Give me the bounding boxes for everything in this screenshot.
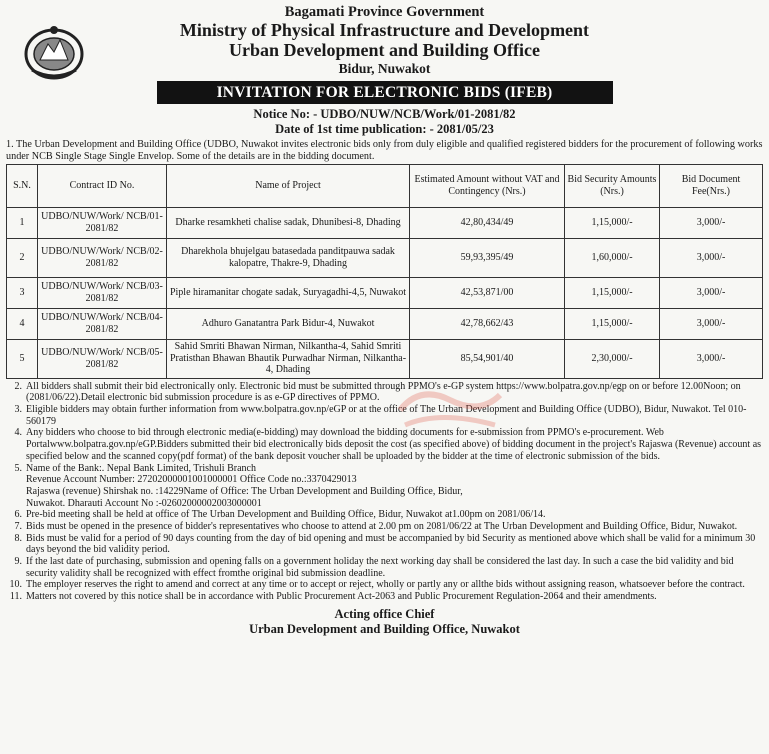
signatory-title: Acting office Chief (334, 606, 435, 621)
province-name: Bagamati Province Government (284, 4, 485, 20)
table-row (7, 207, 763, 238)
notice-title-banner: INVITATION FOR ELECTRONIC BIDS (IFEB) (157, 81, 613, 104)
cell-fee: 3,000/- (660, 308, 763, 339)
notice-clauses (6, 381, 763, 603)
clause-number: 9. (14, 556, 22, 568)
clause-text: Pre-bid meeting shall be held at office of The Urban Development and Building Office, Bidur, Nuwakot at1.00pm on 2081/06/14. (26, 509, 546, 521)
col-header-amount: Estimated Amount without VAT and Contingency (Nrs.) (410, 164, 565, 207)
cell-security: 1,15,000/- (565, 277, 660, 308)
office-name: Urban Development and Building Office (228, 40, 541, 61)
clause-number: 11. (9, 591, 22, 603)
intro-paragraph: 1. The Urban Development and Building Office (UDBO, Nuwakot invites electronic bids only from duly eligible and qualified registered bidders for the procurement of following works under NCB Single Stage Single Envelop. Some of the details are in the bidding document. (6, 138, 763, 162)
cell-fee: 3,000/- (660, 238, 763, 277)
cell-amount: 42,78,662/43 (410, 308, 565, 339)
col-header-contract-id: Contract ID No. (38, 164, 167, 207)
cell-security: 2,30,000/- (565, 339, 660, 378)
clause-text: All bidders shall submit their bid electronically only. Electronic bid must be submitted through PPMO's e-GP system https://www.bolpatra.gov.np/egp on or before 12.00Noon; on (2081/06/22).Detail electronic bid submission procedure is as e-GP directives of PPMO. (26, 380, 741, 404)
list-item (6, 404, 763, 427)
table-row (7, 308, 763, 339)
clause-text: Bids must be valid for a period of 90 days counting from the day of bid opening and must be accompanied by bid Security as mentioned above which shall be valid for a minimum 30 days beyond the bid validity period. (26, 532, 756, 556)
clause-text: Any bidders who choose to bid through electronic media(e-bidding) may download the bidding documents for e-submission from PPMO's e-procurement. Web Portalwww.bolpatra.gov.np/eGP.Bidders submitted their bid electronically bids deposit the cost (as specified above) of bidding document in the project's Rajaswa (Revenue) account as specified below and the scanned copy(pdf format) of the bank deposit voucher shall be uploaded by the bidder at the time of electronic submission of the bids. (26, 427, 762, 462)
list-item (6, 427, 763, 462)
cell-contract-id: UDBO/NUW/Work/ NCB/05-2081/82 (38, 339, 167, 378)
clause-number: 5. (14, 462, 22, 474)
cell-fee: 3,000/- (660, 339, 763, 378)
cell-fee: 3,000/- (660, 277, 763, 308)
cell-project: Dharke resamkheti chalise sadak, Dhunibesi-8, Dhading (167, 207, 410, 238)
clause-number: 3. (14, 404, 22, 416)
signatory-office: Urban Development and Building Office, Nuwakot (249, 621, 520, 636)
list-item (6, 556, 763, 579)
clause-text: The employer reserves the right to amend and correct at any time or to accept or reject, wholly or partly any or allthe bids without assigning reason, whatsoever before the contract. (26, 579, 745, 591)
cell-project: Adhuro Ganatantra Park Bidur-4, Nuwakot (167, 308, 410, 339)
office-location: Bidur, Nuwakot (338, 60, 431, 76)
clause-number: 8. (14, 532, 22, 544)
col-header-sn: S.N. (7, 164, 38, 207)
col-header-project: Name of Project (167, 164, 410, 207)
publication-date: Date of 1st time publication: - 2081/05/23 (275, 121, 494, 136)
cell-project: Dharekhola bhujelgau batasedada panditpauwa sadak kalopatre, Thakre-9, Dhading (167, 238, 410, 277)
clause-text: If the last date of purchasing, submission and opening falls on a government holiday the next working day shall be considered the last day. In such a case the bid validity and bid security validity shall be recognized with effect fromthe original bid submission deadline. (26, 556, 734, 579)
list-item (6, 591, 763, 603)
list-item (6, 579, 763, 591)
table-header-row (7, 164, 763, 207)
cell-security: 1,15,000/- (565, 308, 660, 339)
cell-contract-id: UDBO/NUW/Work/ NCB/01-2081/82 (38, 207, 167, 238)
cell-sn: 1 (7, 207, 38, 238)
cell-sn: 5 (7, 339, 38, 378)
cell-sn: 4 (7, 308, 38, 339)
cell-fee: 3,000/- (660, 207, 763, 238)
table-row (7, 238, 763, 277)
list-item (6, 521, 763, 533)
cell-security: 1,15,000/- (565, 207, 660, 238)
cell-amount: 42,53,871/00 (410, 277, 565, 308)
bids-table (6, 164, 763, 379)
notice-number: Notice No: - UDBO/NUW/NCB/Work/01-2081/82 (253, 106, 516, 121)
cell-contract-id: UDBO/NUW/Work/ NCB/04-2081/82 (38, 308, 167, 339)
clause-number: 2. (14, 380, 22, 392)
cell-sn: 3 (7, 277, 38, 308)
list-item (6, 533, 763, 556)
clause-number: 7. (14, 520, 22, 532)
clause-number: 10. (9, 579, 22, 591)
cell-contract-id: UDBO/NUW/Work/ NCB/02-2081/82 (38, 238, 167, 277)
cell-project: Piple hiramanitar chogate sadak, Suryagadhi-4,5, Nuwakot (167, 277, 410, 308)
list-item (6, 381, 763, 404)
col-header-security: Bid Security Amounts (Nrs.) (565, 164, 660, 207)
cell-security: 1,60,000/- (565, 238, 660, 277)
clause-text: Bids must be opened in the presence of bidder's representatives who choose to attend at 2.00 pm on 2081/06/22 at The Urban Development and Building Office, Bidur, Nuwakot. (26, 520, 738, 532)
cell-amount: 85,54,901/40 (410, 339, 565, 378)
cell-amount: 42,80,434/49 (410, 207, 565, 238)
letterhead (6, 4, 763, 76)
clause-number: 6. (14, 509, 22, 521)
clause-text: Matters not covered by this notice shall be in accordance with Public Procurement Act-2063 and Public Procurement Regulation-2064 and their amendments. (26, 591, 657, 603)
clause-text: Name of the Bank:. Nepal Bank Limited, Trishuli Branch Revenue Account Number: 27202000001001000001 Office Code no.:3370429013 Rajaswa (revenue) Shirshak no. :14229Name of Office: The Urban Development and Building Office, Bidur, Nuwakot. Dharauti Account No :-02602000002003000001 (26, 462, 463, 509)
table-row (7, 339, 763, 378)
watermark-logo-icon (390, 380, 510, 440)
col-header-fee: Bid Document Fee(Nrs.) (660, 164, 763, 207)
cell-project: Sahid Smriti Bhawan Nirman, Nilkantha-4, Sahid Smriti Pratisthan Bhawan Bhautik Purwadhar Nirman, Nilkantha-4, Dhading (167, 339, 410, 378)
list-item (6, 463, 763, 510)
table-row (7, 277, 763, 308)
list-item (6, 509, 763, 521)
clause-number: 4. (14, 427, 22, 439)
cell-sn: 2 (7, 238, 38, 277)
clause-text: Eligible bidders may obtain further information from www.bolpatra.gov.np/eGP or at the office of The Urban Development and Building Office (UDBO), Bidur, Nuwakot. Tel 010-560179 (26, 404, 747, 427)
cell-amount: 59,93,395/49 (410, 238, 565, 277)
signature-block (6, 607, 763, 637)
ministry-name: Ministry of Physical Infrastructure and Development (179, 20, 590, 41)
cell-contract-id: UDBO/NUW/Work/ NCB/03-2081/82 (38, 277, 167, 308)
nepal-emblem-icon (22, 22, 86, 82)
